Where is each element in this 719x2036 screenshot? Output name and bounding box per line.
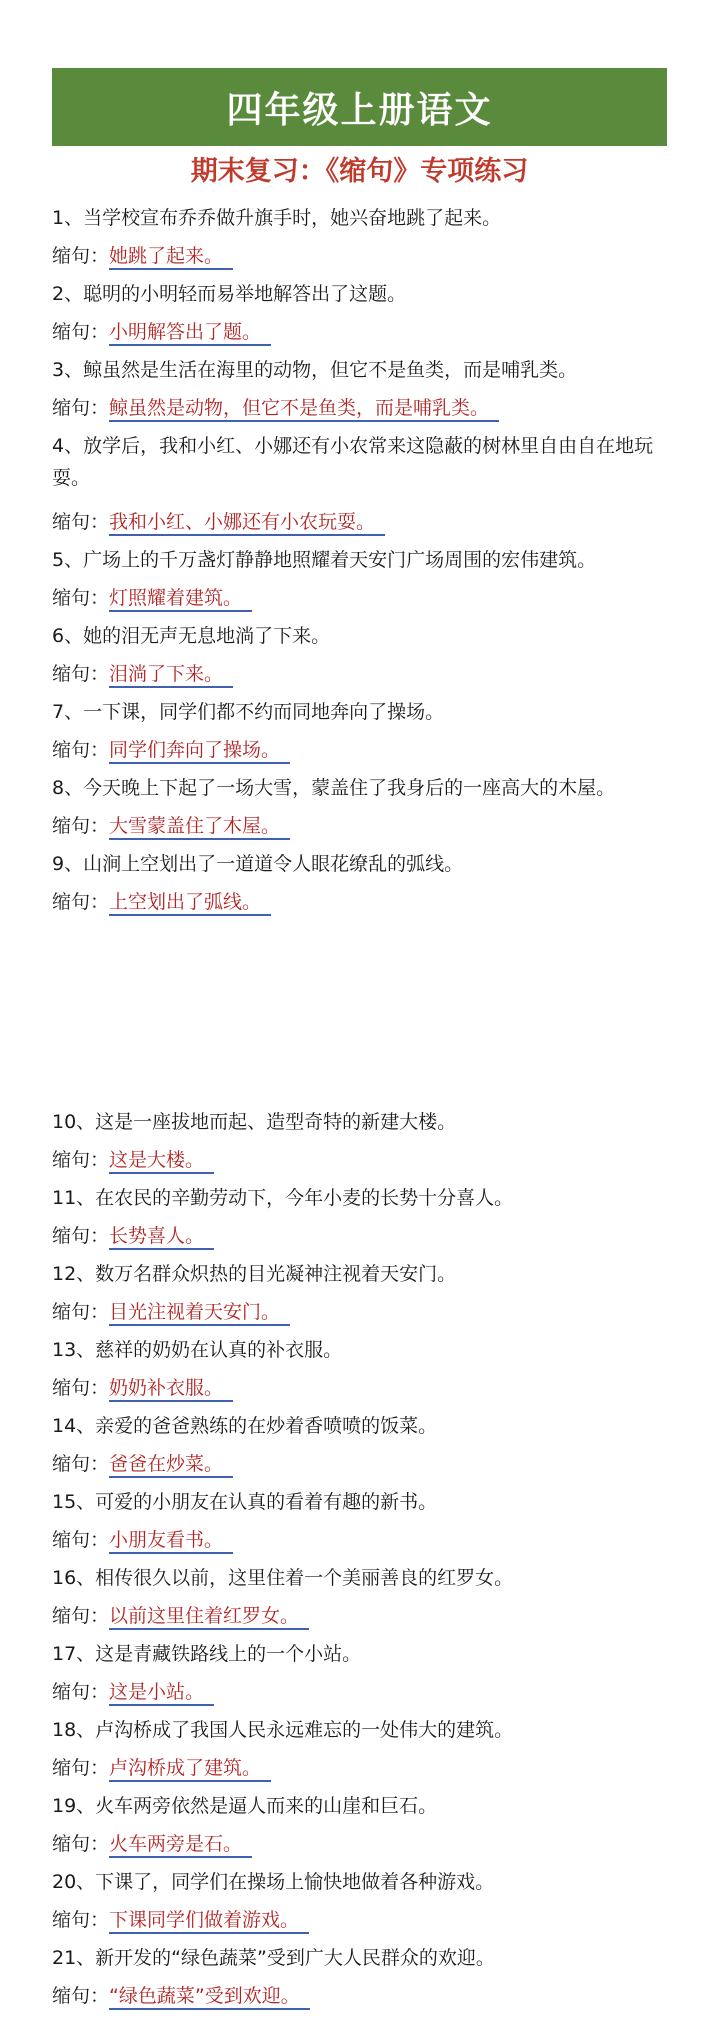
answer-text: 小明解答出了题。 bbox=[109, 321, 271, 346]
answer-line bbox=[52, 1980, 682, 2012]
answer-label: 缩句： bbox=[52, 1377, 110, 1399]
answer-text: 灯照耀着建筑。 bbox=[109, 587, 252, 612]
answer-label: 缩句： bbox=[52, 1149, 110, 1171]
question-text: 18、卢沟桥成了我国人民永远难忘的一处伟大的建筑。 bbox=[52, 1719, 514, 1741]
answer-text: 这是小站。 bbox=[109, 1681, 214, 1706]
answer-text: 她跳了起来。 bbox=[109, 245, 233, 270]
answer-text: 这是大楼。 bbox=[109, 1149, 214, 1174]
question-text: 4、放学后，我和小红、小娜还有小农常来这隐蔽的树林里自由自在地玩耍。 bbox=[52, 435, 654, 489]
question-text: 1、当学校宣布乔乔做升旗手时，她兴奋地跳了起来。 bbox=[52, 207, 502, 229]
question-text: 9、山涧上空划出了一道道令人眼花缭乱的弧线。 bbox=[52, 853, 464, 875]
answer-line bbox=[52, 1144, 682, 1176]
answer-text: 爸爸在炒菜。 bbox=[109, 1453, 233, 1478]
question-text: 11、在农民的辛勤劳动下，今年小麦的长势十分喜人。 bbox=[52, 1187, 514, 1209]
answer-line bbox=[52, 1600, 682, 1632]
answer-label: 缩句： bbox=[52, 1681, 110, 1703]
answer-text: 奶奶补衣服。 bbox=[109, 1377, 233, 1402]
answer-label: 缩句： bbox=[52, 321, 110, 343]
answer-line bbox=[52, 1752, 682, 1784]
page-title: 四年级上册语文 bbox=[226, 89, 493, 131]
answer-label: 缩句： bbox=[52, 1757, 110, 1779]
answer-label: 缩句： bbox=[52, 815, 110, 837]
answer-text: 以前这里住着红罗女。 bbox=[109, 1605, 309, 1630]
question-text: 19、火车两旁依然是逼人而来的山崖和巨石。 bbox=[52, 1795, 438, 1817]
answer-line bbox=[52, 1220, 682, 1252]
answer-text: 目光注视着天安门。 bbox=[109, 1301, 290, 1326]
answer-label: 缩句： bbox=[52, 739, 110, 761]
answer-label: 缩句： bbox=[52, 663, 110, 685]
answer-label: 缩句： bbox=[52, 1909, 110, 1931]
answer-text: 卢沟桥成了建筑。 bbox=[109, 1757, 271, 1782]
answer-text: 长势喜人。 bbox=[109, 1225, 214, 1250]
page-subtitle: 期末复习：《缩句》专项练习 bbox=[190, 156, 529, 187]
answer-label: 缩句： bbox=[52, 511, 110, 533]
answer-line bbox=[52, 506, 682, 538]
answer-label: 缩句： bbox=[52, 1225, 110, 1247]
answer-line bbox=[52, 1296, 682, 1328]
question-text: 14、亲爱的爸爸熟练的在炒着香喷喷的饭菜。 bbox=[52, 1415, 438, 1437]
answer-line bbox=[52, 886, 682, 918]
answer-line bbox=[52, 1524, 682, 1556]
answer-text: 泪淌了下来。 bbox=[109, 663, 233, 688]
question-text: 13、慈祥的奶奶在认真的补衣服。 bbox=[52, 1339, 343, 1361]
answer-line bbox=[52, 392, 682, 424]
answer-line bbox=[52, 1904, 682, 1936]
answer-line bbox=[52, 1828, 682, 1860]
question-text: 17、这是青藏铁路线上的一个小站。 bbox=[52, 1643, 362, 1665]
answer-label: 缩句： bbox=[52, 1301, 110, 1323]
answer-label: 缩句： bbox=[52, 397, 110, 419]
answer-line bbox=[52, 240, 682, 272]
answer-line bbox=[52, 734, 682, 766]
question-text: 5、广场上的千万盏灯静静地照耀着天安门广场周围的宏伟建筑。 bbox=[52, 549, 597, 571]
question-text: 6、她的泪无声无息地淌了下来。 bbox=[52, 625, 331, 647]
answer-label: 缩句： bbox=[52, 891, 110, 913]
answer-label: 缩句： bbox=[52, 587, 110, 609]
answer-text: “绿色蔬菜”受到欢迎。 bbox=[109, 1985, 310, 2010]
answer-text: 鲸虽然是动物，但它不是鱼类，而是哺乳类。 bbox=[109, 397, 499, 422]
answer-label: 缩句： bbox=[52, 1453, 110, 1475]
answer-label: 缩句： bbox=[52, 1985, 110, 2007]
title-banner bbox=[52, 68, 667, 146]
question-text: 21、新开发的“绿色蔬菜”受到广大人民群众的欢迎。 bbox=[52, 1947, 495, 1969]
answer-text: 我和小红、小娜还有小农玩耍。 bbox=[109, 511, 385, 536]
question-text: 10、这是一座拔地而起、造型奇特的新建大楼。 bbox=[52, 1111, 457, 1133]
question-text: 8、今天晚上下起了一场大雪，蒙盖住了我身后的一座高大的木屋。 bbox=[52, 777, 616, 799]
question-text: 3、鲸虽然是生活在海里的动物，但它不是鱼类，而是哺乳类。 bbox=[52, 359, 578, 381]
answer-line bbox=[52, 1676, 682, 1708]
answer-text: 下课同学们做着游戏。 bbox=[109, 1909, 309, 1934]
question-text: 16、相传很久以前，这里住着一个美丽善良的红罗女。 bbox=[52, 1567, 514, 1589]
answer-text: 同学们奔向了操场。 bbox=[109, 739, 290, 764]
answer-label: 缩句： bbox=[52, 1833, 110, 1855]
answer-line bbox=[52, 658, 682, 690]
answer-label: 缩句： bbox=[52, 1529, 110, 1551]
answer-text: 火车两旁是石。 bbox=[109, 1833, 252, 1858]
answer-line bbox=[52, 582, 682, 614]
question-text: 20、下课了，同学们在操场上愉快地做着各种游戏。 bbox=[52, 1871, 495, 1893]
question-text: 15、可爱的小朋友在认真的看着有趣的新书。 bbox=[52, 1491, 438, 1513]
question-text: 7、一下课，同学们都不约而同地奔向了操场。 bbox=[52, 701, 445, 723]
answer-line bbox=[52, 316, 682, 348]
question-text: 12、数万名群众炽热的目光凝神注视着天安门。 bbox=[52, 1263, 457, 1285]
answer-label: 缩句： bbox=[52, 245, 110, 267]
answer-line bbox=[52, 1448, 682, 1480]
question-text: 2、聪明的小明轻而易举地解答出了这题。 bbox=[52, 283, 407, 305]
answer-text: 小朋友看书。 bbox=[109, 1529, 233, 1554]
answer-text: 上空划出了弧线。 bbox=[109, 891, 271, 916]
answer-label: 缩句： bbox=[52, 1605, 110, 1627]
answer-line bbox=[52, 810, 682, 842]
answer-text: 大雪蒙盖住了木屋。 bbox=[109, 815, 290, 840]
answer-line bbox=[52, 1372, 682, 1404]
